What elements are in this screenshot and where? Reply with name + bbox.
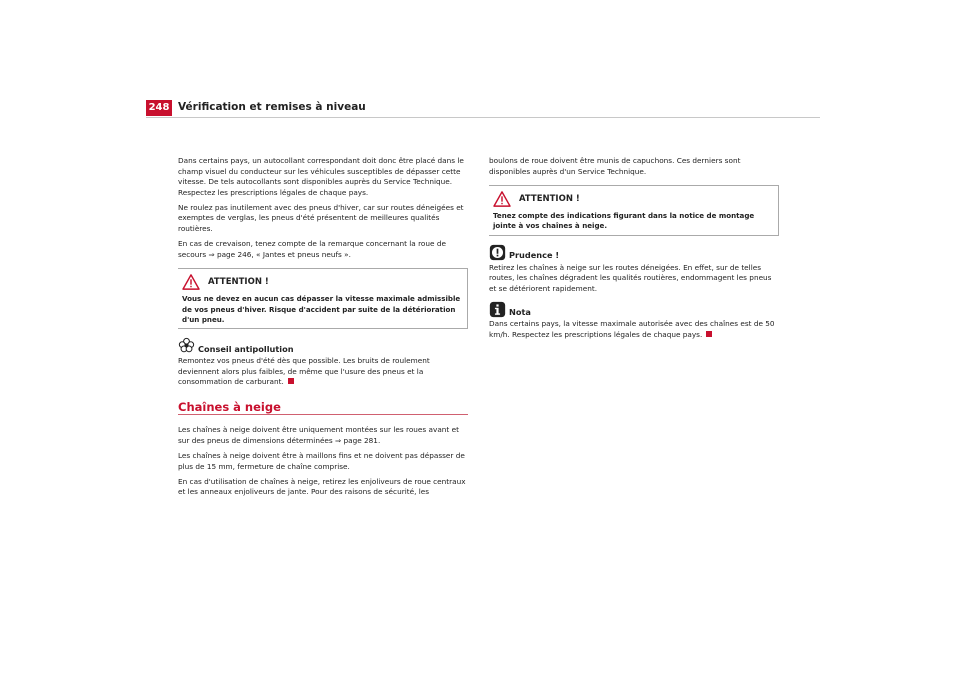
caution-heading: [489, 244, 779, 262]
paragraph: Ne roulez pas inutilement avec des pneus d'hiver, car sur routes déneigées et exemptes de verglas, les pneus d'été présentent de meilleures qualités routières.: [178, 202, 464, 234]
section-heading: Chaînes à neige: [178, 402, 468, 416]
paragraph: Les chaînes à neige doivent être uniquement montées sur les roues avant et sur des pneus de dimensions déterminées ⇒ page 281.: [178, 425, 459, 445]
warning-box: [489, 185, 779, 235]
right-column: [489, 156, 779, 345]
paragraph: En cas d'utilisation de chaînes à neige, retirez les enjoliveurs de roue centraux et les anneaux enjoliveurs de jante. Pour des raisons de sécurité, les: [178, 476, 466, 497]
nota-title: Nota: [509, 307, 531, 318]
warning-title: ATTENTION !: [208, 277, 269, 288]
flower-icon: [178, 337, 195, 354]
eco-tip-heading: [178, 337, 468, 355]
nota-text: Dans certains pays, la vitesse maximale autorisée avec des chaînes est de 50 km/h. Respectez les prescriptions légales de chaque pays.: [489, 319, 775, 339]
paragraph: Dans certains pays, un autocollant correspondant doit donc être placé dans le champ visuel du conducteur sur les véhicules susceptibles de dépasser cette vitesse. De tels autocollants sont disponibles auprès du Service Technique. Respectez les prescriptions légales de chaque pays.: [178, 156, 464, 197]
page-title: Vérification et remises à niveau: [178, 101, 366, 113]
paragraph: En cas de crevaison, tenez compte de la remarque concernant la roue de secours ⇒ page 246, « Jantes et pneus neufs ».: [178, 239, 446, 259]
warning-title: ATTENTION !: [519, 193, 580, 204]
left-column: [178, 156, 468, 502]
paragraph: Les chaînes à neige doivent être à maillons fins et ne doivent pas dépasser de plus de 15 mm, fermeture de chaîne comprise.: [178, 451, 465, 471]
warning-text: Vous ne devez en aucun cas dépasser la vitesse maximale admissible de vos pneus d'hiver. Risque d'accident par suite de la détérioration d'un pneu.: [182, 294, 461, 324]
end-of-section-mark: [288, 378, 294, 384]
warning-box: [178, 268, 468, 329]
caution-title: Prudence !: [509, 250, 560, 261]
warning-triangle-icon: [182, 274, 200, 290]
warning-triangle-icon: [493, 191, 511, 207]
end-of-section-mark: [706, 331, 712, 337]
caution-text: Retirez les chaînes à neige sur les routes déneigées. En effet, sur de telles routes, les chaînes dégradent les qualités routières, endommagent les pneus et se détériorent rapidement.: [489, 262, 772, 293]
paragraph: boulons de roue doivent être munis de capuchons. Ces derniers sont disponibles auprès d'un Service Technique.: [489, 156, 741, 176]
page-number: 248: [146, 100, 172, 116]
exclamation-icon: [489, 244, 506, 261]
nota-heading: [489, 300, 779, 318]
eco-tip-text: Remontez vos pneus d'été dès que possible. Les bruits de roulement deviennent alors plus faibles, de même que l'usure des pneus et la consommation de carburant.: [178, 355, 430, 387]
warning-text: Tenez compte des indications figurant dans la notice de montage jointe à vos chaînes à neige.: [493, 211, 755, 231]
header-rule: [146, 117, 820, 118]
eco-tip-title: Conseil antipollution: [198, 343, 294, 354]
info-icon: [489, 301, 506, 318]
